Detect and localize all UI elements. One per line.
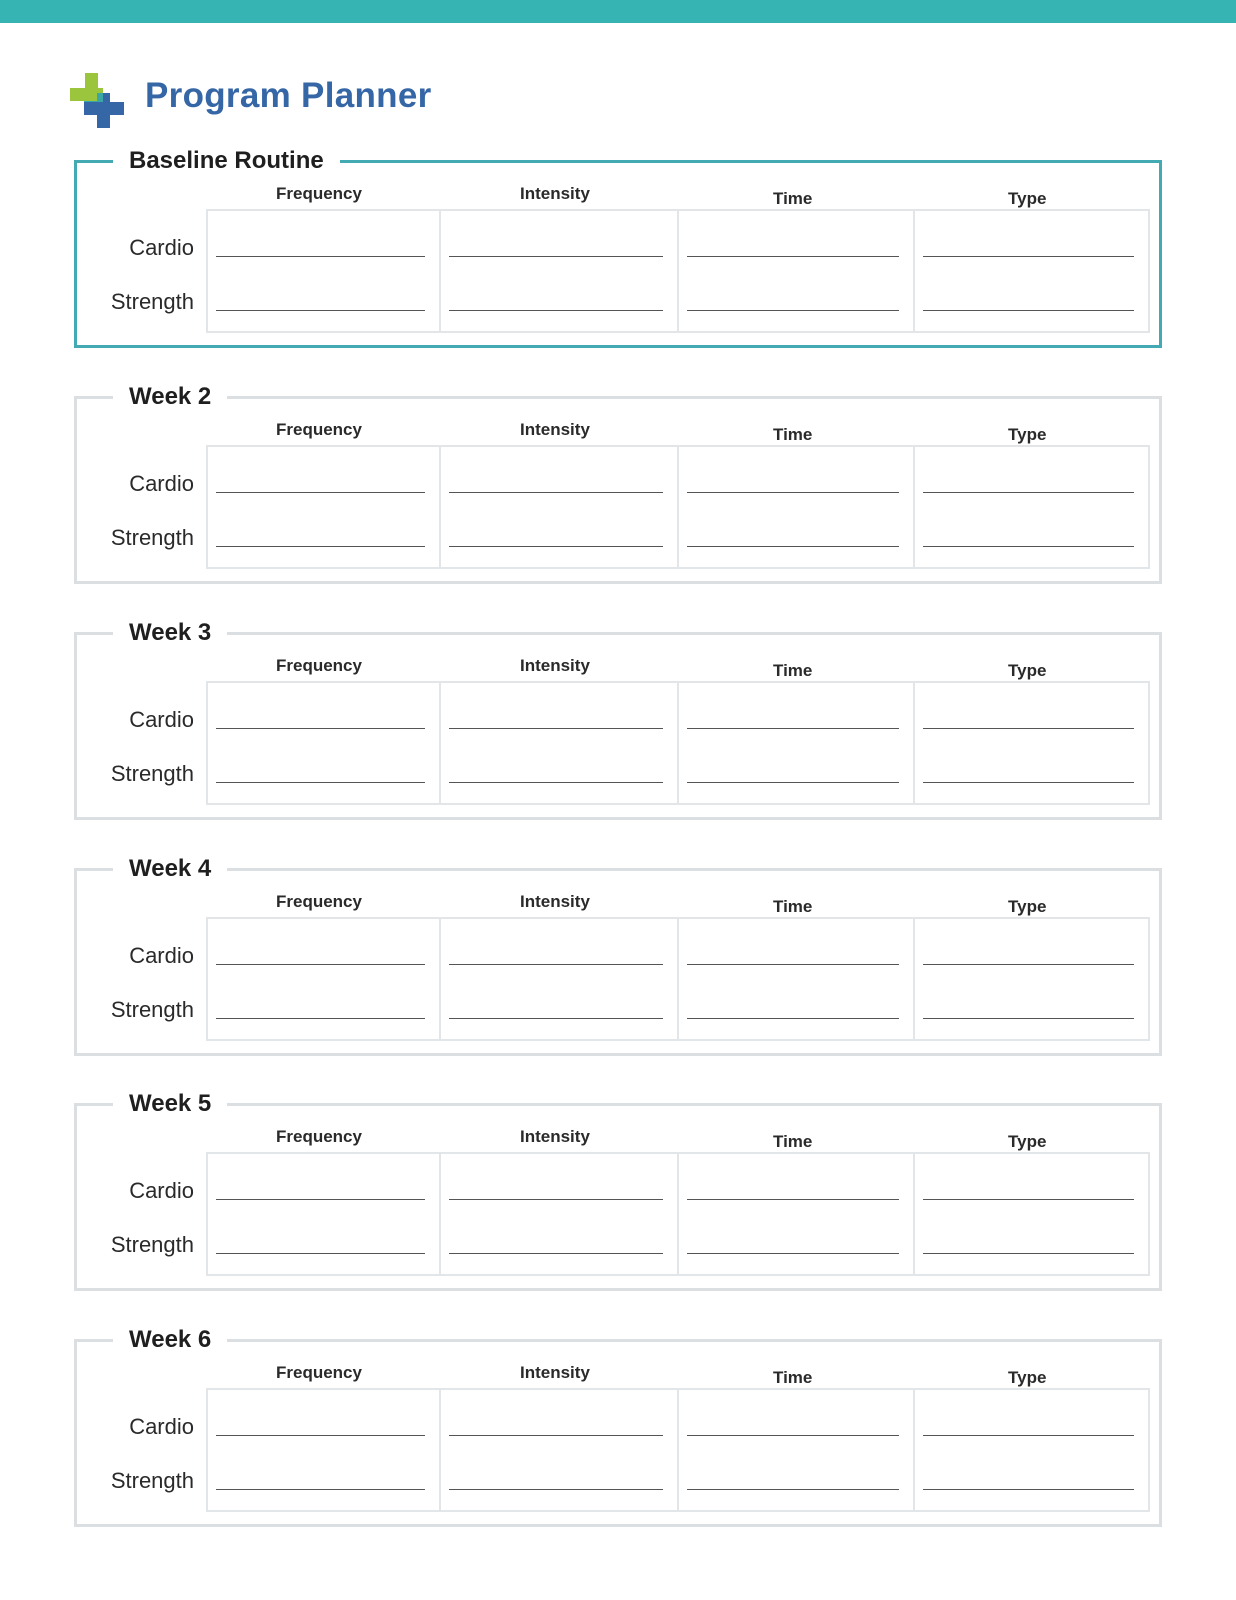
- strength-type-input-line[interactable]: [923, 1253, 1134, 1254]
- entry-grid: [206, 445, 1150, 569]
- row-label-strength: Strength: [110, 761, 194, 786]
- section-baseline-routine: [74, 147, 1162, 348]
- cell-time: [679, 447, 915, 567]
- cell-intensity: [441, 211, 679, 331]
- cell-frequency: [208, 447, 441, 567]
- column-header-intensity: Intensity: [520, 1363, 590, 1382]
- column-header-time: Time: [773, 661, 813, 680]
- strength-frequency-input-line[interactable]: [216, 310, 425, 311]
- cardio-intensity-input-line[interactable]: [449, 1199, 663, 1200]
- row-label-cardio: Cardio: [129, 707, 194, 732]
- column-header-frequency: Frequency: [276, 420, 362, 439]
- column-header-frequency: Frequency: [276, 892, 362, 911]
- cardio-type-input-line[interactable]: [923, 728, 1134, 729]
- section-title: Week 3: [113, 615, 227, 651]
- column-header-type: Type: [1008, 425, 1047, 444]
- column-header-frequency: Frequency: [276, 1363, 362, 1382]
- cell-type: [915, 1154, 1148, 1274]
- cell-intensity: [441, 1154, 679, 1274]
- column-header-frequency: Frequency: [276, 184, 362, 203]
- row-label-strength: Strength: [110, 997, 194, 1022]
- strength-intensity-input-line[interactable]: [449, 782, 663, 783]
- cardio-type-input-line[interactable]: [923, 256, 1134, 257]
- cell-frequency: [208, 1390, 441, 1510]
- column-header-time: Time: [773, 189, 813, 208]
- section-title: Baseline Routine: [113, 143, 340, 179]
- strength-time-input-line[interactable]: [687, 1253, 899, 1254]
- cardio-type-input-line[interactable]: [923, 1199, 1134, 1200]
- column-header-time: Time: [773, 425, 813, 444]
- cell-type: [915, 919, 1148, 1039]
- cardio-intensity-input-line[interactable]: [449, 964, 663, 965]
- cell-type: [915, 447, 1148, 567]
- cardio-time-input-line[interactable]: [687, 1435, 899, 1436]
- entry-grid: [206, 681, 1150, 805]
- cardio-time-input-line[interactable]: [687, 728, 899, 729]
- strength-type-input-line[interactable]: [923, 310, 1134, 311]
- row-label-cardio: Cardio: [129, 943, 194, 968]
- cell-type: [915, 211, 1148, 331]
- row-label-cardio: Cardio: [129, 1178, 194, 1203]
- section-title: Week 4: [113, 851, 227, 887]
- entry-grid: [206, 209, 1150, 333]
- row-label-strength: Strength: [110, 525, 194, 550]
- row-label-strength: Strength: [110, 1232, 194, 1257]
- row-label-cardio: Cardio: [129, 471, 194, 496]
- cell-time: [679, 683, 915, 803]
- cardio-time-input-line[interactable]: [687, 1199, 899, 1200]
- strength-type-input-line[interactable]: [923, 546, 1134, 547]
- strength-intensity-input-line[interactable]: [449, 546, 663, 547]
- section-title: Week 5: [113, 1086, 227, 1122]
- cardio-intensity-input-line[interactable]: [449, 728, 663, 729]
- section-week-3: [74, 619, 1162, 820]
- column-header-intensity: Intensity: [520, 420, 590, 439]
- column-header-intensity: Intensity: [520, 656, 590, 675]
- strength-intensity-input-line[interactable]: [449, 310, 663, 311]
- cell-intensity: [441, 1390, 679, 1510]
- cardio-time-input-line[interactable]: [687, 256, 899, 257]
- cardio-type-input-line[interactable]: [923, 1435, 1134, 1436]
- strength-time-input-line[interactable]: [687, 782, 899, 783]
- cell-time: [679, 211, 915, 331]
- row-label-cardio: Cardio: [129, 1414, 194, 1439]
- strength-frequency-input-line[interactable]: [216, 782, 425, 783]
- row-label-strength: Strength: [110, 1468, 194, 1493]
- cardio-time-input-line[interactable]: [687, 964, 899, 965]
- cell-time: [679, 1390, 915, 1510]
- cardio-type-input-line[interactable]: [923, 492, 1134, 493]
- row-label-cardio: Cardio: [129, 235, 194, 260]
- section-week-2: [74, 383, 1162, 584]
- cell-type: [915, 1390, 1148, 1510]
- strength-frequency-input-line[interactable]: [216, 1489, 425, 1490]
- column-header-type: Type: [1008, 661, 1047, 680]
- cell-time: [679, 919, 915, 1039]
- section-week-6: [74, 1326, 1162, 1527]
- cardio-frequency-input-line[interactable]: [216, 964, 425, 965]
- strength-intensity-input-line[interactable]: [449, 1489, 663, 1490]
- strength-time-input-line[interactable]: [687, 546, 899, 547]
- column-header-intensity: Intensity: [520, 1127, 590, 1146]
- strength-intensity-input-line[interactable]: [449, 1253, 663, 1254]
- strength-time-input-line[interactable]: [687, 1018, 899, 1019]
- plus-cross-logo-icon: [70, 73, 126, 129]
- cell-frequency: [208, 919, 441, 1039]
- cell-frequency: [208, 683, 441, 803]
- entry-grid: [206, 917, 1150, 1041]
- strength-type-input-line[interactable]: [923, 782, 1134, 783]
- top-accent-bar: [0, 0, 1236, 23]
- cell-intensity: [441, 447, 679, 567]
- cardio-frequency-input-line[interactable]: [216, 256, 425, 257]
- strength-type-input-line[interactable]: [923, 1489, 1134, 1490]
- strength-frequency-input-line[interactable]: [216, 546, 425, 547]
- cardio-frequency-input-line[interactable]: [216, 1199, 425, 1200]
- cell-intensity: [441, 919, 679, 1039]
- entry-grid: [206, 1388, 1150, 1512]
- column-header-frequency: Frequency: [276, 1127, 362, 1146]
- section-title: Week 2: [113, 379, 227, 415]
- column-header-type: Type: [1008, 1132, 1047, 1151]
- strength-frequency-input-line[interactable]: [216, 1253, 425, 1254]
- cell-frequency: [208, 211, 441, 331]
- row-label-strength: Strength: [110, 289, 194, 314]
- cell-intensity: [441, 683, 679, 803]
- cardio-type-input-line[interactable]: [923, 964, 1134, 965]
- section-week-5: [74, 1090, 1162, 1291]
- cardio-intensity-input-line[interactable]: [449, 1435, 663, 1436]
- cardio-frequency-input-line[interactable]: [216, 492, 425, 493]
- cardio-intensity-input-line[interactable]: [449, 492, 663, 493]
- column-header-frequency: Frequency: [276, 656, 362, 675]
- cardio-intensity-input-line[interactable]: [449, 256, 663, 257]
- cardio-frequency-input-line[interactable]: [216, 728, 425, 729]
- strength-time-input-line[interactable]: [687, 310, 899, 311]
- cell-time: [679, 1154, 915, 1274]
- cardio-time-input-line[interactable]: [687, 492, 899, 493]
- section-title: Week 6: [113, 1322, 227, 1358]
- column-header-type: Type: [1008, 897, 1047, 916]
- cell-type: [915, 683, 1148, 803]
- column-header-time: Time: [773, 897, 813, 916]
- cardio-frequency-input-line[interactable]: [216, 1435, 425, 1436]
- entry-grid: [206, 1152, 1150, 1276]
- strength-time-input-line[interactable]: [687, 1489, 899, 1490]
- strength-type-input-line[interactable]: [923, 1018, 1134, 1019]
- column-header-time: Time: [773, 1132, 813, 1151]
- column-header-type: Type: [1008, 1368, 1047, 1387]
- column-header-time: Time: [773, 1368, 813, 1387]
- cell-frequency: [208, 1154, 441, 1274]
- strength-intensity-input-line[interactable]: [449, 1018, 663, 1019]
- page-title: Program Planner: [145, 76, 432, 115]
- column-header-intensity: Intensity: [520, 892, 590, 911]
- section-week-4: [74, 855, 1162, 1056]
- column-header-intensity: Intensity: [520, 184, 590, 203]
- strength-frequency-input-line[interactable]: [216, 1018, 425, 1019]
- column-header-type: Type: [1008, 189, 1047, 208]
